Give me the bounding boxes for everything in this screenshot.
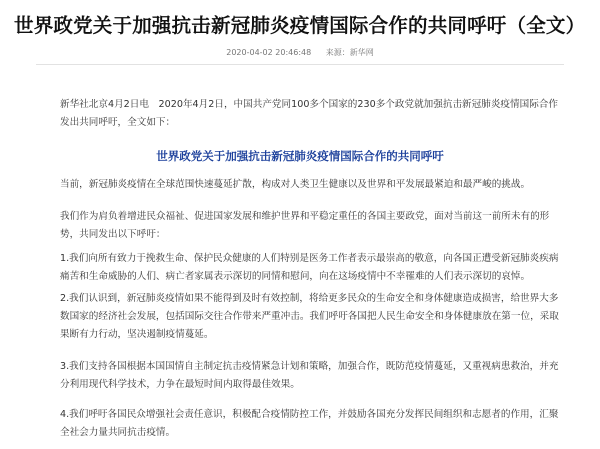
section-heading: 世界政党关于加强抗击新冠肺炎疫情国际合作的共同呼吁 — [156, 149, 444, 163]
article-meta — [0, 47, 600, 58]
paragraph-1: 当前，新冠肺炎疫情在全球范围快速蔓延扩散，构成对人类卫生健康以及世界和平发展最紧迫和最严峻的挑战。 — [60, 179, 531, 190]
article-source — [326, 48, 374, 57]
source-prefix: 来源： — [325, 48, 350, 57]
paragraph-3: 1.我们向所有致力于挽救生命、保护民众健康的人们特别是医务工作者表示最崇高的敬意，向各国正遭受新冠肺炎疾病痛苦和生命威胁的人们、病亡者家属表示深切的同情和慰问，向在这场疫情中不幸罹难的人们表示深切的哀悼。 — [60, 253, 559, 282]
paragraph-5: 3.我们支持各国根据本国国情自主制定抗击疫情紧急计划和策略，加强合作，既防范疫情蔓延，又重视病患救治，并充分利用现代科学技术，力争在最短时间内取得最佳效果。 — [60, 361, 559, 390]
paragraph-6: 4.我们呼吁各国民众增强社会责任意识，积极配合疫情防控工作，并鼓励各国充分发挥民间组织和志愿者的作用，汇聚全社会力量共同抗击疫情。 — [60, 409, 559, 438]
paragraph-2: 我们作为肩负着增进民众福祉、促进国家发展和维护世界和平稳定重任的各国主要政党，面对当前这一前所未有的形势，共同发出以下呼吁： — [60, 211, 550, 240]
title-divider — [36, 64, 564, 65]
paragraph-4: 2.我们认识到，新冠肺炎疫情如果不能得到及时有效控制，将给更多民众的生命安全和身体健康造成损害，给世界大多数国家的经济社会发展，包括国际交往合作带来严重冲击。我们呼吁各国把人民生命安全和身体健康放在第一位，采取果断有力行动，坚决遏制疫情蔓延。 — [60, 293, 559, 340]
source-name: 新华网 — [349, 48, 374, 57]
article-title: 世界政党关于加强抗击新冠肺炎疫情国际合作的共同呼吁（全文） — [14, 14, 586, 37]
intro-paragraph: 新华社北京4月2日电 2020年4月2日，中国共产党同100多个国家的230多个政党就加强抗击新冠肺炎疫情国际合作发出共同呼吁，全文如下： — [60, 99, 558, 128]
publish-date: 2020-04-02 20:46:48 — [226, 48, 312, 57]
